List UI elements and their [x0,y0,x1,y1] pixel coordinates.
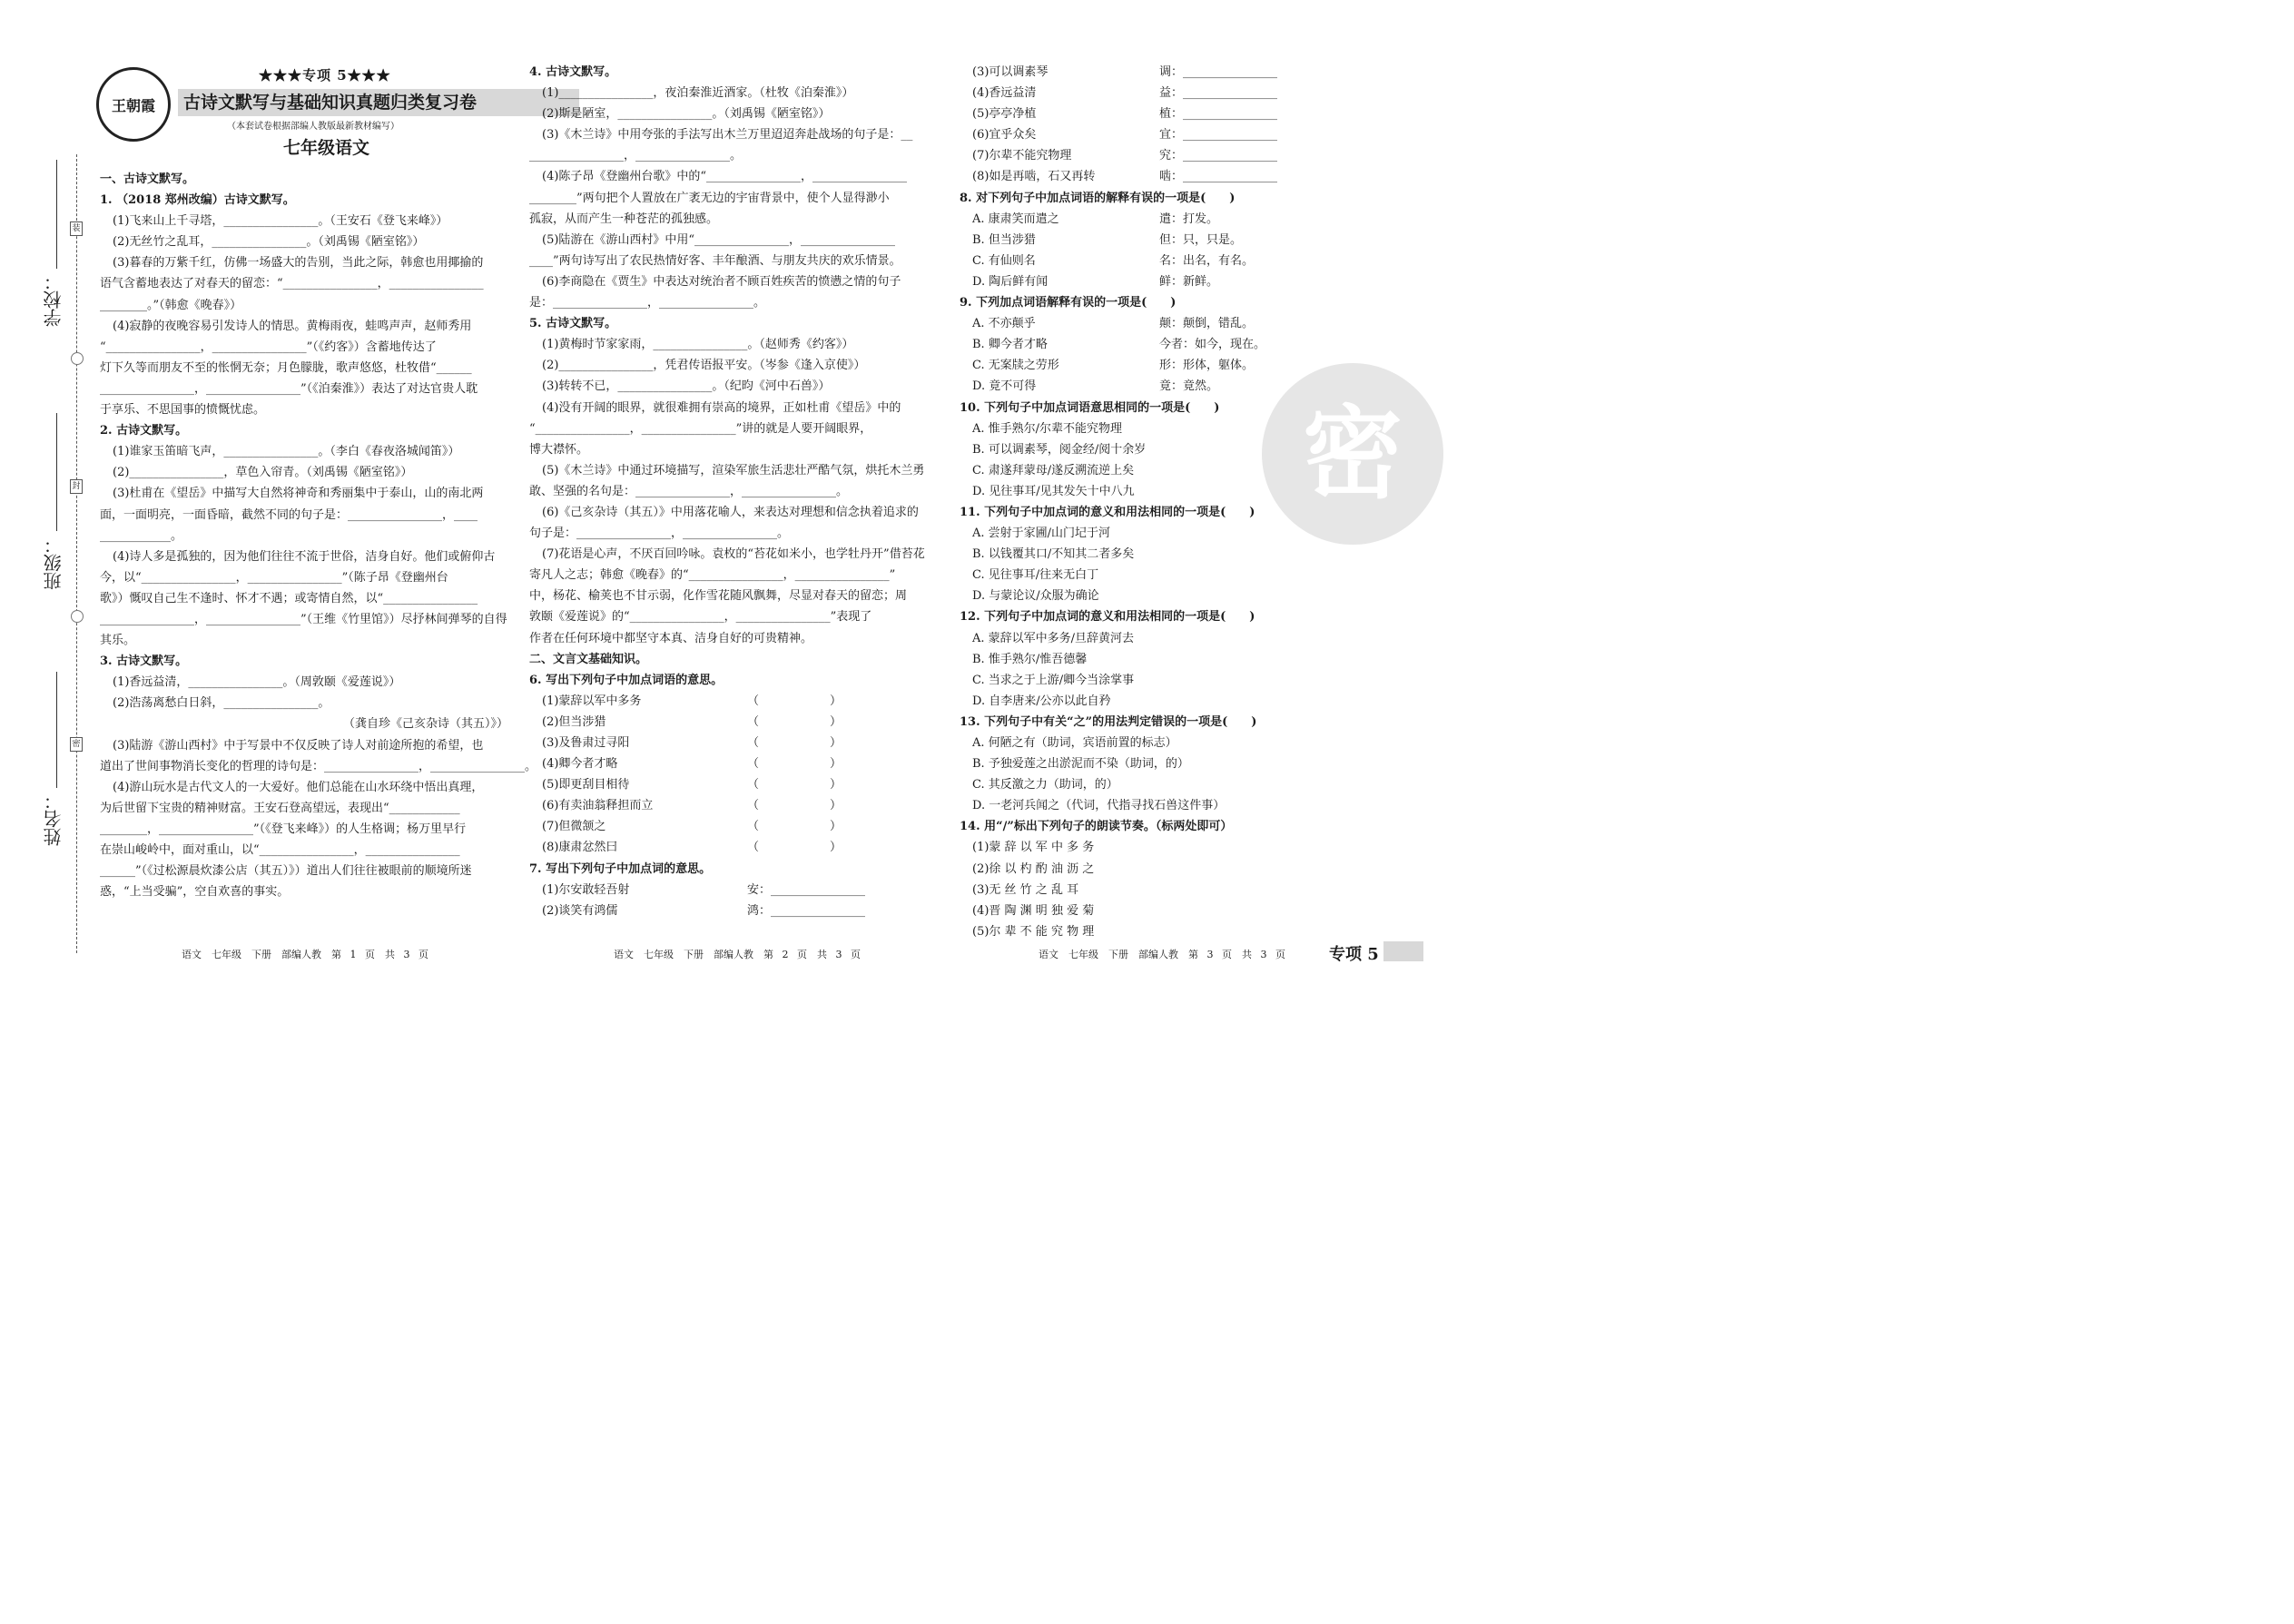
question-line [960,166,1323,187]
line-text: B. 可以调素琴，阅金经/阅十余岁 [972,442,1147,457]
line-text: D. 一老河兵闻之（代词，代指寻找石兽这件事） [972,799,1226,813]
line-text: A. 何陋之有（助词，宾语前置的标志） [972,736,1177,750]
answer-blank[interactable]: （ ） [747,778,842,792]
question-line [100,441,508,462]
question-line [529,292,938,313]
question-line [529,628,938,649]
line-text: (4)陈子昂《登幽州台歌》中的“________________，________________ [542,170,908,184]
seal-tag-1: 装 [70,221,83,236]
line-text: B. 但当涉猎 [972,232,1036,247]
question-line [960,62,1323,83]
line-text: “________________，________________”讲的就是人要开阔眼界， [529,421,872,436]
exam-sheet [0,0,1423,1007]
line-text: A. 尝射于家圃/山门圮于河 [972,527,1111,541]
column-3 [960,62,1323,942]
question-line [100,777,508,798]
line-text: 14. 用“/”标出下列句子的朗读节奏。（标两处即可） [960,820,1233,834]
line-text: ________________，________________”（《泊秦淮》）表达了对达官贵人耽 [100,381,478,396]
answer-blank[interactable]: 啮：________________ [1159,170,1278,184]
question-line [100,231,508,252]
question-line [529,691,938,712]
question-line [100,211,508,231]
question-heading [100,651,508,672]
line-text: 其乐。 [100,634,136,648]
line-text: (5)尔 辈 不 能 究 物 理 [972,924,1095,939]
question-line [960,795,1323,816]
question-line [960,859,1323,880]
question-line [529,901,938,921]
question-line [960,565,1323,586]
question-line [960,837,1323,858]
line-text: C. 有仙则名 [972,253,1036,268]
line-text: (7)但微颔之 [542,820,606,834]
line-text: 敦颐《爱莲说》的“________________，________________”表现了 [529,610,872,625]
question-line [960,880,1323,901]
answer-blank[interactable]: 竟：竟然。 [1159,379,1219,394]
line-text: 为后世留下宝贵的精神财富。王安石登高望远，表现出“____________ [100,801,460,815]
line-text: D. 自李唐来/公亦以此自矜 [972,694,1111,708]
line-text: 8. 对下列句子中加点词语的解释有误的一项是( ) [960,191,1236,205]
answer-blank[interactable]: 植：________________ [1159,107,1278,122]
answer-blank[interactable]: 但：只，只是。 [1159,232,1243,247]
line-text: 4. 古诗文默写。 [529,65,617,79]
question-line [100,714,508,734]
question-line [529,733,938,753]
question-line [529,398,938,418]
line-text: (3)转转不已，________________。（纪昀《河中石兽》） [542,379,831,394]
question-line [960,523,1323,544]
class-field[interactable] [56,413,57,531]
question-line [529,251,938,271]
question-heading [529,670,938,691]
question-line [529,774,938,795]
line-text: (6)《己亥杂诗（其五）》中用落花喻人，来表达对理想和信念执着追求的 [542,505,919,519]
line-text: D. 见往事耳/见其发矢十中八九 [972,484,1135,498]
answer-blank[interactable]: 名：出名，有名。 [1159,253,1255,268]
question-heading [960,816,1323,837]
line-text: (6)宜乎众矣 [972,128,1037,143]
line-text: 11. 下列句子中加点词的意义和用法相同的一项是( ) [960,505,1255,519]
line-text: (3)杜甫在《望岳》中描写大自然将神奇和秀丽集中于泰山，山的南北两 [113,487,484,501]
line-text: C. 其反激之力（助词，的） [972,778,1118,792]
question-line [100,526,508,546]
line-text: 7. 写出下列句子中加点词的意思。 [529,861,712,876]
question-line [529,230,938,251]
line-text: (1)黄梅时节家家雨，________________。（赵师秀《约客》） [542,338,854,352]
question-line [529,481,938,502]
question-line [529,439,938,460]
line-text: (5)即更刮目相待 [542,778,630,792]
question-line [529,188,938,209]
special-badge: 专项 5 [1329,945,1379,964]
answer-blank[interactable]: （ ） [747,714,842,729]
brand-logo: 王朝霞 [96,67,171,142]
question-line [100,379,508,399]
question-line [960,103,1323,124]
question-line [100,840,508,861]
line-text: B. 惟手熟尔/惟吾德馨 [972,652,1088,666]
question-line [529,271,938,292]
question-heading [960,606,1323,627]
question-line [529,103,938,124]
line-text: 12. 下列句子中加点词的意义和用法相同的一项是( ) [960,610,1255,625]
line-text: D. 陶后鲜有闻 [972,274,1049,289]
answer-blank[interactable]: 究：________________ [1159,149,1278,163]
question-line [960,271,1323,292]
secret-stamp: 密 [1262,363,1443,545]
line-text: A. 蒙辞以军中多务/旦辞黄河去 [972,631,1135,645]
line-text: A. 惟手熟尔/尔辈不能究物理 [972,421,1123,436]
line-text: 道出了世间事物消长变化的哲理的诗句是：________________，________________。 [100,759,537,773]
line-text: (3)陆游《游山西村》中于写景中不仅反映了诗人对前途所抱的希望，也 [113,738,484,753]
question-line [100,567,508,588]
line-text: (1)香远益清，________________。（周敦颐《爱莲说》） [113,675,401,690]
line-text: (8)如是再啮，石又再转 [972,170,1096,184]
question-line [100,588,508,609]
question-line [960,921,1323,942]
class-label: 班级： [43,536,64,590]
school-field[interactable] [56,160,57,269]
question-line [529,502,938,523]
line-text: (4)游山玩水是古代文人的一大爱好。他们总能在山水环绕中悟出真理， [113,780,484,794]
line-text: (4)没有开阔的眼界，就很难拥有崇高的境界，正如杜甫《望岳》中的 [542,400,901,415]
line-text: C. 当求之于上游/卿今当涂掌事 [972,673,1135,687]
question-line [960,355,1323,376]
question-line [529,83,938,103]
line-text: C. 见往事耳/往来无白丁 [972,568,1099,583]
question-line [529,606,938,627]
line-text: (1)谁家玉笛暗飞声，________________。（李白《春夜洛城闻笛》） [113,445,460,459]
answer-blank[interactable]: （ ） [747,799,842,813]
exam-subtitle: （本套试卷根据部编人教版最新教材编写） [227,122,399,132]
question-line [960,230,1323,251]
question-line [100,399,508,420]
question-line [100,295,508,316]
line-text: (6)李商隐在《贾生》中表达对统治者不顾百姓疾苦的愤懑之情的句子 [542,274,901,289]
question-heading [100,190,508,211]
section-heading [529,649,938,670]
line-text: (4)诗人多是孤独的，因为他们往往不流于世俗，洁身自好。他们或俯仰古 [113,549,496,564]
line-text: (4)卿今者才略 [542,757,618,772]
question-line [960,313,1323,334]
question-line [529,586,938,606]
line-text: 一、古诗文默写。 [100,172,195,186]
question-line [529,166,938,187]
line-text: A. 康肃笑而遣之 [972,212,1059,226]
line-text: (3)可以调素琴 [972,65,1049,79]
line-text: ____”两句诗写出了农民热情好客、丰年酿酒、与朋友共庆的欢乐情景。 [529,253,901,268]
answer-blank[interactable]: 安：________________ [747,882,866,897]
answer-blank[interactable]: （ ） [747,820,842,834]
binding-hole-1 [71,352,84,365]
line-text: (4)寂静的夜晚容易引发诗人的情思。黄梅雨夜，蛙鸣声声，赵师秀用 [113,319,472,333]
question-line [100,505,508,526]
question-line [529,544,938,565]
line-text: 5. 古诗文默写。 [529,317,617,331]
question-line [960,649,1323,670]
answer-blank[interactable]: 鸿：________________ [747,903,866,918]
question-heading [100,420,508,441]
question-line [529,837,938,858]
question-line [100,630,508,651]
line-text: C. 无案牍之劳形 [972,359,1059,373]
answer-blank[interactable]: 鲜：新鲜。 [1159,274,1219,289]
line-text: 语气含蓄地表达了对春天的留恋：“________________，________________ [100,277,484,291]
line-text: (1)蒙 辞 以 军 中 多 务 [972,841,1095,855]
line-text: (2)________________，草色入帘青。（刘禹锡《陋室铭》） [113,466,413,480]
question-line [960,753,1323,774]
question-line [529,795,938,816]
line-text: 于享乐、不思国事的愤慨忧虑。 [100,403,266,418]
seal-tag-2: 封 [70,479,83,494]
answer-blank[interactable]: 遣：打发。 [1159,212,1219,226]
question-line [960,774,1323,795]
answer-blank[interactable]: （ ） [747,694,842,708]
line-text: 作者在任何环境中都坚守本真、洁身自好的可贵精神。 [529,631,813,645]
line-text: (5)亭亭净植 [972,107,1037,122]
line-text: 博大襟怀。 [529,442,589,457]
question-line [100,881,508,902]
line-text: (1)尔安敢轻吾射 [542,882,630,897]
question-line [960,83,1323,103]
answer-blank[interactable]: 颠：颠倒，错乱。 [1159,317,1255,331]
question-line [960,628,1323,649]
line-text: D. 竟不可得 [972,379,1037,394]
line-text: (2)谈笑有鸿儒 [542,903,618,918]
line-text: (7)花语是心声，不厌百回吟咏。袁枚的“苔花如米小，也学牡丹开”借苔花 [542,547,925,562]
line-text: (3)《木兰诗》中用夸张的手法写出木兰万里迢迢奔赴战场的句子是：__ [542,128,913,143]
question-line [100,358,508,379]
line-text: (5)陆游在《游山西村》中用“________________，________________ [542,232,896,247]
question-line [960,901,1323,921]
answer-blank[interactable]: 今者：如今，现在。 [1159,338,1266,352]
line-text: (2)________________，凭君传语报平安。（岑参《逢入京使》） [542,359,866,373]
line-text: B. 卿今者才略 [972,338,1048,352]
answer-blank[interactable]: （ ） [747,736,842,750]
question-line [960,733,1323,753]
school-label: 学校： [43,272,64,327]
question-line [960,145,1323,166]
line-text: ______”（《过松源晨炊漆公店（其五）》）道出人们往往被眼前的顺境所迷 [100,864,472,879]
question-line [529,418,938,439]
line-text: 二、文言文基础知识。 [529,652,648,666]
line-text: 3. 古诗文默写。 [100,655,188,669]
question-line [100,462,508,483]
line-text: (3)及鲁肃过寻阳 [542,736,630,750]
line-text: (3)无 丝 竹 之 乱 耳 [972,882,1079,897]
question-line [100,273,508,294]
question-line [100,483,508,504]
line-text: 歌》）慨叹自己生不逢时、怀才不遇；或寄情自然，以“________________ [100,591,478,605]
line-text: 在崇山峻岭中，面对重山，以“________________，________________ [100,843,460,857]
exam-header [91,56,508,165]
answer-blank[interactable]: 形：形体，躯体。 [1159,359,1255,373]
question-line [960,670,1323,691]
question-line [100,672,508,693]
line-text: ________。”（韩愈《晚春》） [100,298,242,312]
line-text: 惑，“上当受骗”，空自欢喜的事实。 [100,885,290,900]
question-heading [960,292,1323,313]
line-text: C. 肃遂拜蒙母/遂反溯流逆上矣 [972,463,1135,477]
question-line [529,334,938,355]
line-text: 寄凡人之志；韩愈《晚春》的“________________，________________” [529,568,896,583]
line-text: (4)晋 陶 渊 明 独 爱 菊 [972,903,1095,918]
line-text: 灯下久等而朋友不至的怅惘无奈；月色朦胧，歌声悠悠，杜牧借“______ [100,360,472,375]
line-text: （龚自珍《己亥杂诗（其五）》） [342,717,508,732]
line-text: 面，一面明亮，一面昏暗，截然不同的句子是：________________，____ [100,507,478,522]
answer-blank[interactable]: 益：________________ [1159,86,1278,101]
line-text: 孤寂，从而产生一种苍茫的孤独感。 [529,212,719,226]
line-text: (2)斯是陋室，________________。（刘禹锡《陋室铭》） [542,107,831,122]
line-text: 2. 古诗文默写。 [100,424,188,438]
answer-blank[interactable]: （ ） [747,841,842,855]
line-text: ________________，________________。 [529,149,743,163]
special-label: ★★★专项 5★★★ [259,67,391,84]
line-text: (1)飞来山上千寻塔，________________。（王安石《登飞来峰》） [113,214,448,229]
question-line [529,816,938,837]
exam-grade: 七年级语文 [283,138,370,158]
question-line [529,523,938,544]
question-line [100,546,508,567]
line-text: D. 与蒙论议/众服为确论 [972,589,1099,604]
badge-bar [1383,941,1423,961]
column-1 [100,169,537,902]
section-heading [100,169,508,190]
line-text: 13. 下列句子中有关“之”的用法判定错误的一项是( ) [960,714,1257,729]
line-text: (2)无丝竹之乱耳，________________。（刘禹锡《陋室铭》） [113,235,425,250]
name-label: 姓名： [43,792,64,846]
question-line [100,609,508,630]
question-line [960,376,1323,397]
question-heading [960,188,1323,209]
line-text: (1)________________，夜泊秦淮近酒家。（杜牧《泊秦淮》） [542,86,854,101]
question-line [960,124,1323,145]
question-line [529,712,938,733]
question-line [100,693,508,714]
question-line [960,334,1323,355]
line-text: (2)但当涉猎 [542,714,606,729]
footer-page-3: 语文 七年级 下册 部编人教 第 3 页 共 3 页 [1039,949,1285,960]
question-line [100,735,508,756]
line-text: (2)浩荡离愁白日斜，________________。 [113,696,330,711]
question-line [960,209,1323,230]
line-text: (1)蒙辞以军中多务 [542,694,642,708]
answer-blank[interactable]: （ ） [747,757,842,772]
question-line [529,355,938,376]
question-heading [529,62,938,83]
question-heading [529,859,938,880]
seal-line [76,154,77,953]
question-line [100,252,508,273]
line-text: ________________，________________”（王维《竹里馆》）尽抒林间弹琴的自得 [100,612,507,626]
question-heading [960,712,1323,733]
question-heading [960,502,1323,523]
question-line [960,544,1323,565]
footer-page-2: 语文 七年级 下册 部编人教 第 2 页 共 3 页 [614,949,861,960]
answer-blank[interactable]: 调：________________ [1159,65,1278,79]
binding-strip [0,0,91,1007]
question-line [529,124,938,145]
question-line [529,460,938,481]
question-heading [529,313,938,334]
question-line [529,376,938,397]
line-text: 今，以“________________，________________”（陈子昂《登幽州台 [100,570,448,585]
question-line [100,798,508,819]
question-line [100,316,508,337]
line-text: (3)暮春的万紫千红，仿佛一场盛大的告别，当此之际，韩愈也用揶揄的 [113,256,484,271]
line-text: 句子是：________________，________________。 [529,527,790,541]
question-line [529,565,938,586]
seal-tag-3: 密 [70,737,83,752]
question-heading [960,398,1323,418]
question-line [100,337,508,358]
line-text: ____________。 [100,528,183,543]
answer-blank[interactable]: 宜：________________ [1159,128,1278,143]
question-line [529,880,938,901]
line-text: 敢、坚强的名句是：________________，________________。 [529,484,849,498]
question-line [960,586,1323,606]
line-text: “________________，________________”（《约客》）含蓄地传达了 [100,340,437,354]
line-text: ________，________________”（《登飞来峰》）的人生格调；杨万里早行 [100,822,467,836]
line-text: B. 予独爱莲之出淤泥而不染（助词，的） [972,757,1189,772]
line-text: (7)尔辈不能究物理 [972,149,1072,163]
line-text: (4)香远益清 [972,86,1037,101]
line-text: 中，杨花、榆荚也不甘示弱，化作雪花随风飘舞，尽显对春天的留恋；周 [529,589,908,604]
footer-page-1: 语文 七年级 下册 部编人教 第 1 页 共 3 页 [182,949,428,960]
question-line [100,819,508,840]
line-text: (2)徐 以 杓 酌 油 沥 之 [972,861,1095,876]
line-text: (5)《木兰诗》中通过环境描写，渲染军旅生活悲壮严酷气氛，烘托木兰勇 [542,463,925,477]
line-text: (8)康肃忿然曰 [542,841,618,855]
column-2 [529,62,938,921]
question-line [529,145,938,166]
line-text: 9. 下列加点词语解释有误的一项是( ) [960,296,1177,310]
question-line [100,861,508,881]
line-text: 6. 写出下列句子中加点词语的意思。 [529,673,724,687]
line-text: B. 以钱覆其口/不知其二者多矣 [972,547,1135,562]
line-text: ________”两句把个人置放在广袤无边的宇宙背景中，使个人显得渺小 [529,191,890,205]
question-line [529,209,938,230]
question-line [100,756,537,777]
question-line [960,251,1323,271]
binding-hole-2 [71,610,84,623]
exam-title: 古诗文默写与基础知识真题归类复习卷 [178,89,579,116]
name-field[interactable] [56,672,57,788]
line-text: 10. 下列句子中加点词语意思相同的一项是( ) [960,400,1220,415]
question-line [960,691,1323,712]
question-line [529,753,938,774]
line-text: (6)有卖油翁释担而立 [542,799,654,813]
line-text: A. 不亦颠乎 [972,317,1036,331]
line-text: 是：________________，________________。 [529,296,766,310]
line-text: 1. （2018 郑州改编）古诗文默写。 [100,193,295,208]
